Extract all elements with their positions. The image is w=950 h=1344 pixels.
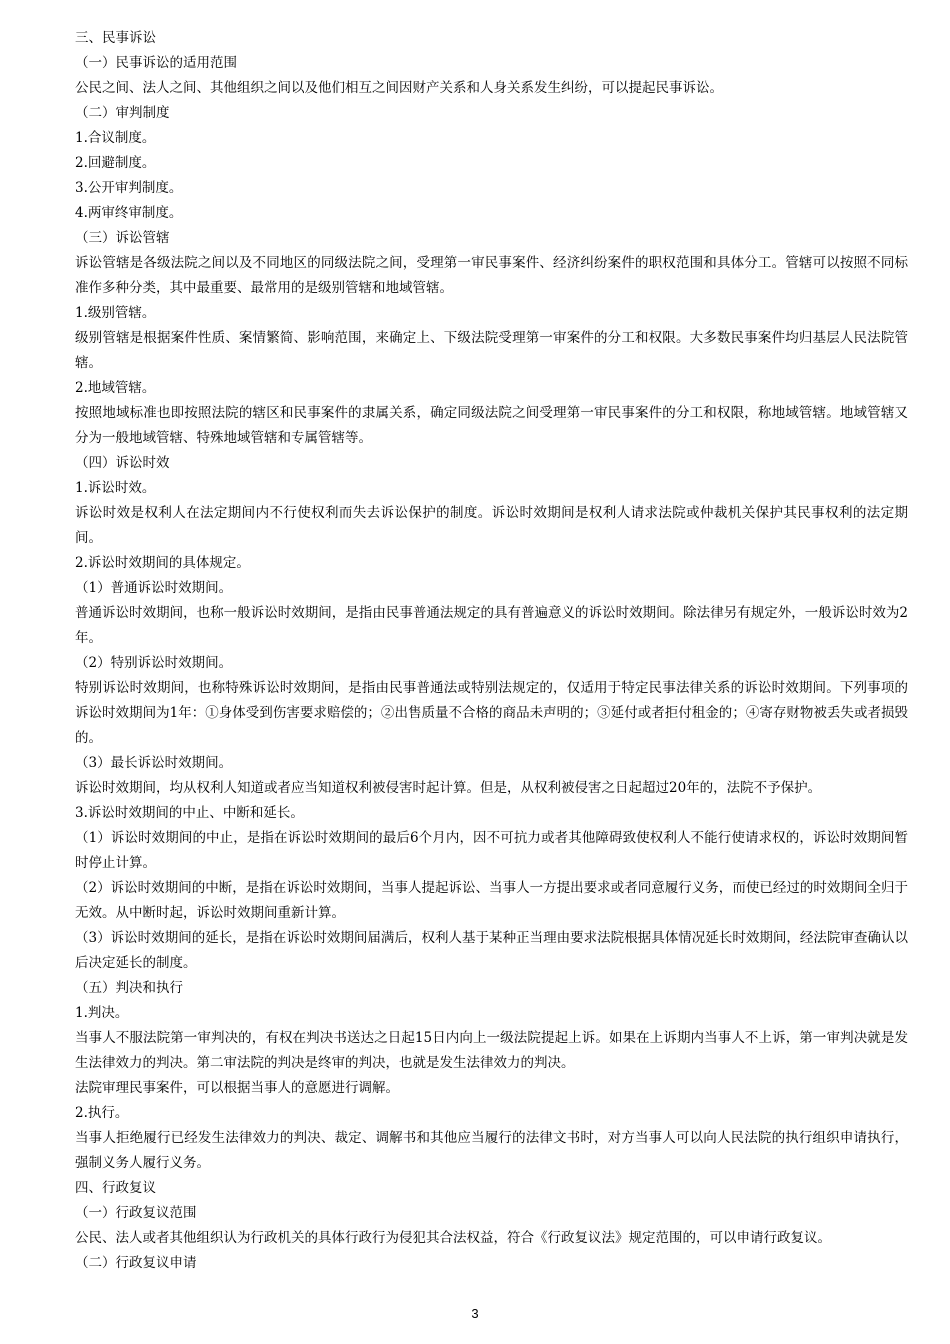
page-number: 3 [471, 1306, 479, 1321]
subsection-heading: （二）行政复议申请 [75, 1255, 197, 1271]
subsection-heading: （四）诉讼时效 [75, 455, 170, 471]
paragraph: 当事人不服法院第一审判决的，有权在判决书送达之日起15日内向上一级法院提起上诉。如果在上诉期内当事人不上诉，第一审判决就是发生法律效力的判决。第二审法院的判决是终审的判决，也就是发生法律效力的判决。 [75, 1030, 908, 1071]
list-item: 1.诉讼时效。 [75, 480, 156, 496]
section-heading: 四、行政复议 [75, 1180, 156, 1196]
section-heading: 三、民事诉讼 [75, 30, 156, 46]
subsection-heading: （一）民事诉讼的适用范围 [75, 55, 237, 71]
paragraph: 级别管辖是根据案件性质、案情繁简、影响范围，来确定上、下级法院受理第一审案件的分工和权限。大多数民事案件均归基层人民法院管辖。 [75, 330, 908, 371]
subsection-heading: （一）行政复议范围 [75, 1205, 197, 1221]
list-item: 3.公开审判制度。 [75, 180, 183, 196]
paragraph: 公民、法人或者其他组织认为行政机关的具体行政行为侵犯其合法权益，符合《行政复议法》规定范围的，可以申请行政复议。 [75, 1230, 831, 1246]
list-item: 1.判决。 [75, 1005, 129, 1021]
paragraph: （3）诉讼时效期间的延长，是指在诉讼时效期间届满后，权利人基于某种正当理由要求法院根据具体情况延长时效期间，经法院审查确认以后决定延长的制度。 [75, 930, 908, 971]
paragraph: 特别诉讼时效期间，也称特殊诉讼时效期间，是指由民事普通法或特别法规定的，仅适用于特定民事法律关系的诉讼时效期间。下列事项的诉讼时效期间为1年：①身体受到伤害要求赔偿的；②出售质量不合格的商品未声明的；③延付或者拒付租金的；④寄存财物被丢失或者损毁的。 [75, 680, 908, 746]
paragraph: 诉讼时效是权利人在法定期间内不行使权利而失去诉讼保护的制度。诉讼时效期间是权利人请求法院或仲裁机关保护其民事权利的法定期间。 [75, 505, 908, 546]
list-item: 2.诉讼时效期间的具体规定。 [75, 555, 250, 571]
list-item: 1.合议制度。 [75, 130, 156, 146]
paragraph: 当事人拒绝履行已经发生法律效力的判决、裁定、调解书和其他应当履行的法律文书时，对方当事人可以向人民法院的执行组织申请执行，强制义务人履行义务。 [75, 1130, 908, 1171]
list-item: （3）最长诉讼时效期间。 [75, 755, 233, 771]
paragraph: 诉讼管辖是各级法院之间以及不同地区的同级法院之间，受理第一审民事案件、经济纠纷案件的职权范围和具体分工。管辖可以按照不同标准作多种分类，其中最重要、最常用的是级别管辖和地域管辖。 [75, 255, 908, 296]
list-item: （2）特别诉讼时效期间。 [75, 655, 233, 671]
subsection-heading: （五）判决和执行 [75, 980, 183, 996]
list-item: 2.地域管辖。 [75, 380, 156, 396]
paragraph: 诉讼时效期间，均从权利人知道或者应当知道权利被侵害时起计算。但是，从权利被侵害之日起超过20年的，法院不予保护。 [75, 780, 822, 796]
list-item: 2.回避制度。 [75, 155, 156, 171]
document-body [75, 26, 908, 1276]
paragraph: （2）诉讼时效期间的中断，是指在诉讼时效期间，当事人提起诉讼、当事人一方提出要求或者同意履行义务，而使已经过的时效期间全归于无效。从中断时起，诉讼时效期间重新计算。 [75, 880, 908, 921]
paragraph: 法院审理民事案件，可以根据当事人的意愿进行调解。 [75, 1080, 399, 1096]
subsection-heading: （二）审判制度 [75, 105, 170, 121]
list-item: 3.诉讼时效期间的中止、中断和延长。 [75, 805, 304, 821]
list-item: 1.级别管辖。 [75, 305, 156, 321]
list-item: 4.两审终审制度。 [75, 205, 183, 221]
paragraph: 普通诉讼时效期间，也称一般诉讼时效期间，是指由民事普通法规定的具有普遍意义的诉讼时效期间。除法律另有规定外，一般诉讼时效为2年。 [75, 605, 908, 646]
paragraph: 公民之间、法人之间、其他组织之间以及他们相互之间因财产关系和人身关系发生纠纷，可以提起民事诉讼。 [75, 80, 723, 96]
list-item: 2.执行。 [75, 1105, 129, 1121]
subsection-heading: （三）诉讼管辖 [75, 230, 170, 246]
paragraph: （1）诉讼时效期间的中止，是指在诉讼时效期间的最后6个月内，因不可抗力或者其他障碍致使权利人不能行使请求权的，诉讼时效期间暂时停止计算。 [75, 830, 908, 871]
paragraph: 按照地域标准也即按照法院的辖区和民事案件的隶属关系，确定同级法院之间受理第一审民事案件的分工和权限，称地域管辖。地域管辖又分为一般地域管辖、特殊地域管辖和专属管辖等。 [75, 405, 908, 446]
list-item: （1）普通诉讼时效期间。 [75, 580, 233, 596]
